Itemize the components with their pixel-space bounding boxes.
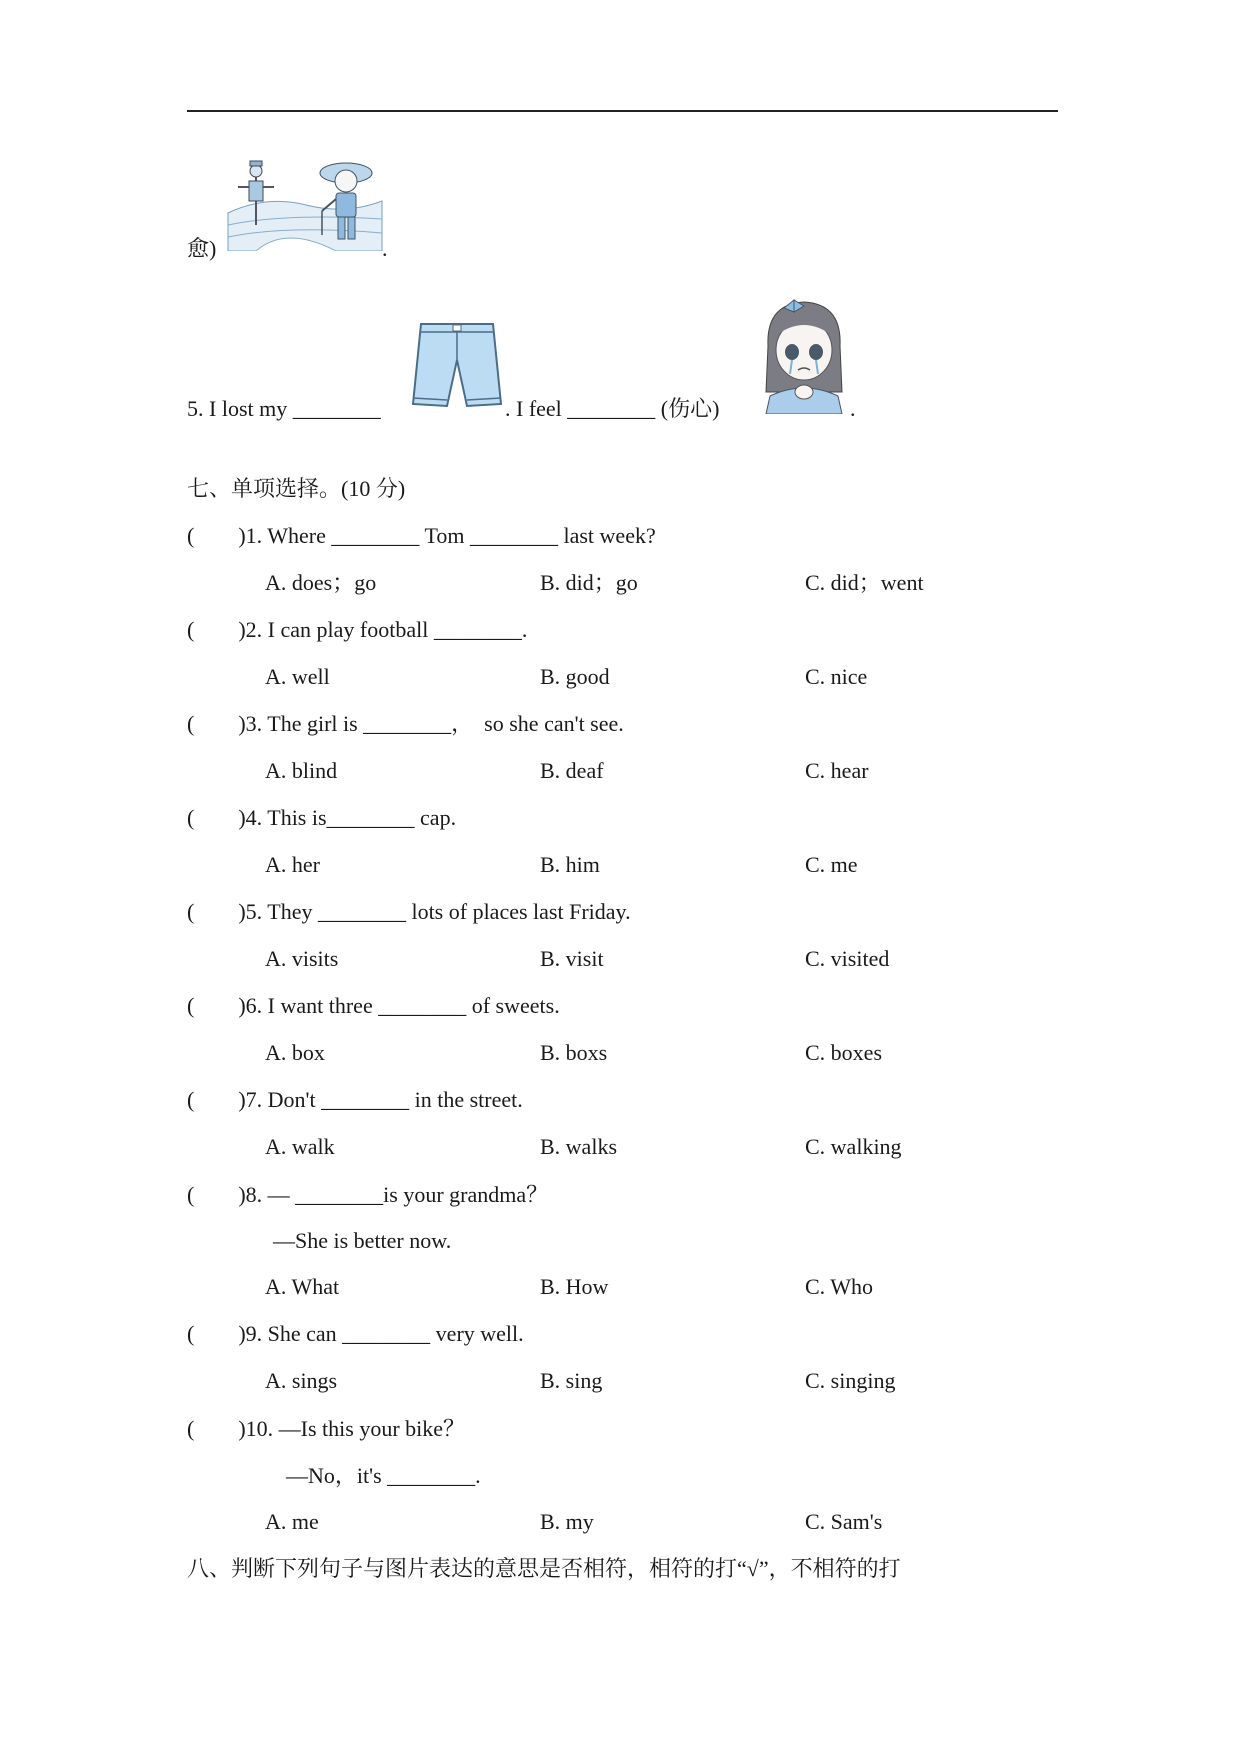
option-b: B. him bbox=[540, 852, 600, 877]
question-stem-reply: —No，it's ________. bbox=[286, 1463, 481, 1488]
option-b: B. my bbox=[540, 1509, 594, 1534]
question-stem: ( )8. — ________is your grandma？ bbox=[187, 1182, 549, 1207]
option-a: A. What bbox=[265, 1274, 340, 1299]
q4-tail-suffix: . bbox=[382, 236, 388, 261]
option-a: A. box bbox=[265, 1040, 325, 1065]
option-c: C. walking bbox=[805, 1134, 902, 1159]
option-a: A. me bbox=[265, 1509, 319, 1534]
option-a: A. does；go bbox=[265, 570, 377, 595]
top-rule bbox=[187, 110, 1058, 112]
option-b: B. deaf bbox=[540, 758, 604, 783]
option-b: B. visit bbox=[540, 946, 604, 971]
question-stem: ( )3. The girl is ________， so she can't see. bbox=[187, 711, 624, 736]
option-a: A. walk bbox=[265, 1134, 335, 1159]
question-stem: ( )1. Where ________ Tom ________ last week? bbox=[187, 523, 656, 548]
question-stem: ( )4. This is________ cap. bbox=[187, 805, 457, 830]
option-b: B. sing bbox=[540, 1368, 603, 1393]
option-b: B. boxs bbox=[540, 1040, 608, 1065]
option-b: B. How bbox=[540, 1274, 609, 1299]
option-a: A. blind bbox=[265, 758, 338, 783]
q5-suffix: . bbox=[850, 396, 856, 421]
question-stem: ( )2. I can play football ________. bbox=[187, 617, 528, 642]
option-c: C. visited bbox=[805, 946, 890, 971]
option-b: B. good bbox=[540, 664, 610, 689]
question-stem: ( )7. Don't ________ in the street. bbox=[187, 1087, 523, 1112]
question-stem: ( )5. They ________ lots of places last Friday. bbox=[187, 899, 631, 924]
option-c: C. me bbox=[805, 852, 858, 877]
sad-girl-image bbox=[758, 296, 850, 414]
question-stem: ( )6. I want three ________ of sweets. bbox=[187, 993, 560, 1018]
option-b: B. did；go bbox=[540, 570, 638, 595]
option-a: A. her bbox=[265, 852, 320, 877]
option-c: C. did；went bbox=[805, 570, 924, 595]
option-c: C. Who bbox=[805, 1274, 874, 1299]
option-b: B. walks bbox=[540, 1134, 617, 1159]
q4-tail-prefix: 愈) bbox=[187, 236, 217, 261]
question-stem: ( )9. She can ________ very well. bbox=[187, 1321, 524, 1346]
question-stem-reply: —She is better now. bbox=[273, 1228, 452, 1253]
option-a: A. well bbox=[265, 664, 330, 689]
question-stem: ( )10. —Is this your bike？ bbox=[187, 1416, 466, 1441]
option-c: C. hear bbox=[805, 758, 869, 783]
q5-text-a: 5. I lost my ________ bbox=[187, 396, 387, 421]
option-c: C. nice bbox=[805, 664, 868, 689]
option-c: C. Sam's bbox=[805, 1509, 883, 1534]
section8-title: 八、判断下列句子与图片表达的意思是否相符，相符的打“√”，不相符的打 bbox=[187, 1556, 901, 1581]
scarecrow-boy-image bbox=[226, 155, 384, 251]
option-c: C. singing bbox=[805, 1368, 896, 1393]
section7-title: 七、单项选择。(10 分) bbox=[187, 476, 406, 501]
option-c: C. boxes bbox=[805, 1040, 882, 1065]
q5-text-b: . I feel ________ (伤心) bbox=[505, 396, 720, 421]
shorts-image bbox=[409, 320, 505, 416]
option-a: A. visits bbox=[265, 946, 339, 971]
option-a: A. sings bbox=[265, 1368, 338, 1393]
